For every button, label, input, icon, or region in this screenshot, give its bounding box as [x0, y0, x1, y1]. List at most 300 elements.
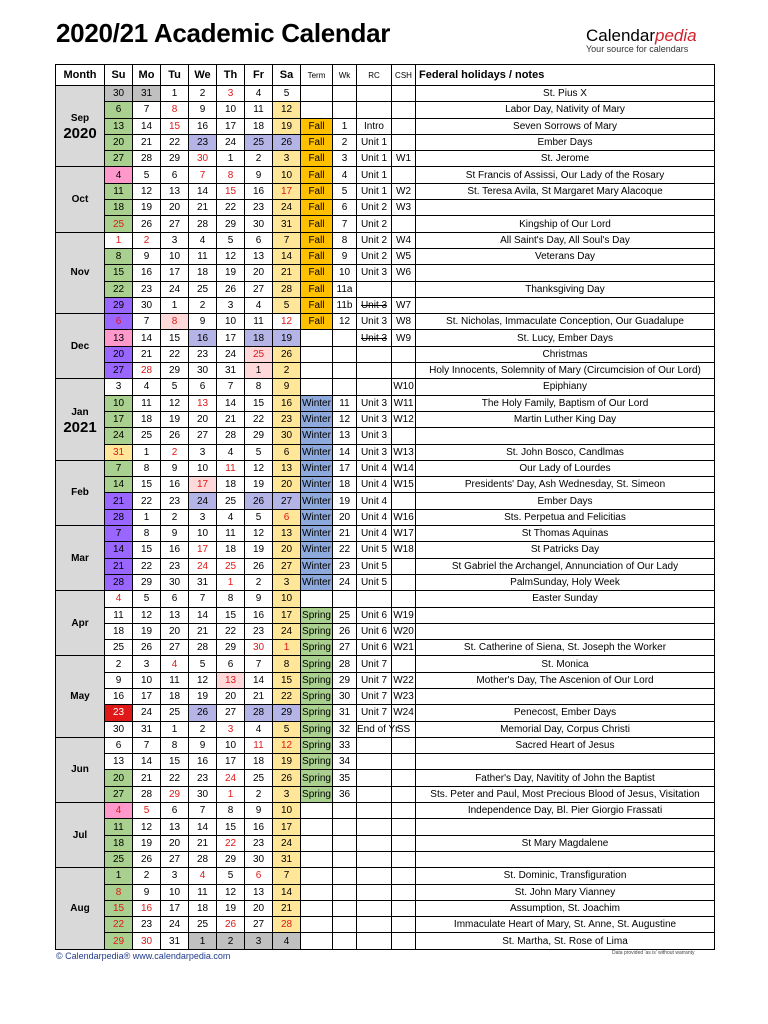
day-cell: 9 [245, 591, 273, 607]
day-cell: 31 [105, 444, 133, 460]
day-cell: 1 [105, 232, 133, 248]
term-cell: Winter [301, 444, 333, 460]
day-cell: 24 [217, 770, 245, 786]
day-cell: 24 [161, 281, 189, 297]
day-cell: 18 [189, 900, 217, 916]
week-number-cell: 35 [333, 770, 357, 786]
note-cell: St. Nicholas, Immaculate Conception, Our Guadalupe [416, 314, 715, 330]
day-cell: 28 [133, 786, 161, 802]
rc-cell: Unit 7 [357, 672, 392, 688]
rc-cell: Unit 6 [357, 623, 392, 639]
rc-cell [357, 868, 392, 884]
day-cell: 15 [161, 118, 189, 134]
week-row [56, 900, 715, 916]
note-cell: St. Jerome [416, 151, 715, 167]
day-cell: 15 [161, 754, 189, 770]
term-cell [301, 819, 333, 835]
csh-cell [392, 118, 416, 134]
day-cell: 16 [105, 688, 133, 704]
day-cell: 11 [245, 314, 273, 330]
day-cell: 27 [105, 786, 133, 802]
week-row [56, 509, 715, 525]
day-cell: 10 [273, 167, 301, 183]
term-cell [301, 346, 333, 362]
day-cell: 16 [245, 607, 273, 623]
day-cell: 6 [189, 379, 217, 395]
day-cell: 21 [245, 688, 273, 704]
day-cell: 2 [273, 363, 301, 379]
day-cell: 31 [273, 851, 301, 867]
day-cell: 12 [273, 314, 301, 330]
note-cell: St Thomas Aquinas [416, 526, 715, 542]
day-cell: 8 [217, 803, 245, 819]
day-cell: 13 [105, 118, 133, 134]
week-row [56, 542, 715, 558]
week-number-cell [333, 379, 357, 395]
day-cell: 12 [133, 607, 161, 623]
day-cell: 14 [189, 607, 217, 623]
day-cell: 11 [245, 102, 273, 118]
day-cell: 4 [189, 232, 217, 248]
week-number-cell [333, 363, 357, 379]
header-month: Month [56, 65, 105, 86]
day-cell: 28 [245, 705, 273, 721]
day-cell: 10 [217, 314, 245, 330]
week-number-cell: 29 [333, 672, 357, 688]
day-cell: 23 [245, 623, 273, 639]
day-cell: 13 [273, 526, 301, 542]
day-cell: 13 [245, 884, 273, 900]
day-cell: 17 [133, 688, 161, 704]
term-cell: Spring [301, 786, 333, 802]
term-cell: Winter [301, 509, 333, 525]
day-cell: 30 [161, 574, 189, 590]
rc-cell [357, 346, 392, 362]
day-cell: 7 [133, 102, 161, 118]
term-cell: Winter [301, 542, 333, 558]
week-row [56, 526, 715, 542]
day-cell: 19 [217, 900, 245, 916]
day-cell: 12 [245, 526, 273, 542]
note-cell: St. John Bosco, Candlmas [416, 444, 715, 460]
rc-cell: End of Yr [357, 721, 392, 737]
month-label [56, 167, 105, 232]
note-cell: St. Dominic, Transfiguration [416, 868, 715, 884]
day-cell: 11 [217, 526, 245, 542]
day-cell: 28 [105, 509, 133, 525]
day-cell: 14 [105, 477, 133, 493]
day-cell: 3 [105, 379, 133, 395]
term-cell [301, 102, 333, 118]
rc-cell: Unit 5 [357, 574, 392, 590]
day-cell: 14 [217, 395, 245, 411]
day-cell: 13 [217, 672, 245, 688]
day-cell: 3 [217, 297, 245, 313]
month-name: Nov [70, 267, 90, 279]
rc-cell: Unit 3 [357, 314, 392, 330]
rc-cell: Unit 5 [357, 542, 392, 558]
day-cell: 5 [217, 868, 245, 884]
note-cell [416, 754, 715, 770]
day-cell: 4 [189, 868, 217, 884]
week-row [56, 591, 715, 607]
day-cell: 17 [217, 754, 245, 770]
day-cell: 23 [245, 200, 273, 216]
day-cell: 20 [245, 265, 273, 281]
day-cell: 5 [273, 86, 301, 102]
day-cell: 1 [189, 933, 217, 949]
rc-cell [357, 917, 392, 933]
day-cell: 18 [161, 688, 189, 704]
day-cell: 29 [217, 851, 245, 867]
note-cell: Father's Day, Navitity of John the Baptist [416, 770, 715, 786]
day-cell: 28 [189, 640, 217, 656]
day-cell: 24 [105, 428, 133, 444]
note-cell: Assumption, St. Joachim [416, 900, 715, 916]
day-cell: 25 [105, 851, 133, 867]
week-number-cell: 25 [333, 607, 357, 623]
rc-cell: Unit 3 [357, 444, 392, 460]
week-number-cell: 20 [333, 509, 357, 525]
day-cell: 2 [245, 574, 273, 590]
week-number-cell: 27 [333, 640, 357, 656]
month-year: 2021 [63, 418, 97, 436]
day-cell: 9 [273, 379, 301, 395]
day-cell: 10 [217, 102, 245, 118]
day-cell: 25 [217, 558, 245, 574]
day-cell: 14 [273, 248, 301, 264]
week-row [56, 216, 715, 232]
day-cell: 30 [189, 786, 217, 802]
week-row [56, 770, 715, 786]
week-number-cell: 22 [333, 542, 357, 558]
day-cell: 22 [161, 134, 189, 150]
day-cell: 22 [273, 688, 301, 704]
note-cell: St Francis of Assissi, Our Lady of the Rosary [416, 167, 715, 183]
day-cell: 7 [273, 868, 301, 884]
note-cell: St. Pius X [416, 86, 715, 102]
day-cell: 31 [189, 574, 217, 590]
day-cell: 16 [189, 118, 217, 134]
day-cell: 22 [133, 558, 161, 574]
csh-cell [392, 835, 416, 851]
term-cell [301, 884, 333, 900]
day-cell: 19 [245, 542, 273, 558]
rc-cell: Unit 1 [357, 183, 392, 199]
week-number-cell [333, 346, 357, 362]
rc-cell: Unit 2 [357, 216, 392, 232]
day-cell: 16 [245, 819, 273, 835]
week-row [56, 428, 715, 444]
week-row [56, 819, 715, 835]
note-cell: PalmSunday, Holy Week [416, 574, 715, 590]
term-cell [301, 851, 333, 867]
day-cell: 8 [245, 379, 273, 395]
week-row [56, 558, 715, 574]
day-cell: 20 [245, 900, 273, 916]
day-cell: 19 [189, 688, 217, 704]
day-cell: 15 [245, 395, 273, 411]
day-cell: 16 [133, 265, 161, 281]
day-cell: 27 [105, 363, 133, 379]
week-number-cell: 10 [333, 265, 357, 281]
day-cell: 27 [273, 493, 301, 509]
week-row [56, 786, 715, 802]
day-cell: 12 [217, 884, 245, 900]
day-cell: 25 [245, 770, 273, 786]
day-cell: 4 [217, 444, 245, 460]
day-cell: 4 [245, 297, 273, 313]
week-number-cell: 13 [333, 428, 357, 444]
csh-cell [392, 819, 416, 835]
month-name: Apr [71, 617, 89, 629]
day-cell: 20 [273, 477, 301, 493]
term-cell: Fall [301, 265, 333, 281]
day-cell: 4 [273, 933, 301, 949]
week-row [56, 330, 715, 346]
day-cell: 5 [161, 379, 189, 395]
day-cell: 18 [245, 330, 273, 346]
day-cell: 19 [133, 835, 161, 851]
day-cell: 25 [161, 705, 189, 721]
week-number-cell: 2 [333, 134, 357, 150]
day-cell: 8 [217, 591, 245, 607]
day-cell: 27 [161, 216, 189, 232]
day-cell: 2 [133, 232, 161, 248]
day-cell: 7 [105, 526, 133, 542]
week-number-cell: 4 [333, 167, 357, 183]
rc-cell: Unit 7 [357, 656, 392, 672]
week-number-cell [333, 917, 357, 933]
header-day: Tu [161, 65, 189, 86]
term-cell [301, 363, 333, 379]
note-cell: Ember Days [416, 493, 715, 509]
day-cell: 24 [273, 623, 301, 639]
day-cell: 10 [161, 248, 189, 264]
day-cell: 27 [245, 917, 273, 933]
calendarpedia-logo[interactable] [586, 26, 697, 54]
csh-cell [392, 656, 416, 672]
day-cell: 28 [273, 917, 301, 933]
month-label [56, 526, 105, 591]
day-cell: 18 [105, 623, 133, 639]
csh-cell: W24 [392, 705, 416, 721]
day-cell: 5 [189, 656, 217, 672]
week-number-cell: 7 [333, 216, 357, 232]
header-day: Mo [133, 65, 161, 86]
day-cell: 17 [189, 542, 217, 558]
term-cell: Winter [301, 558, 333, 574]
week-number-cell [333, 330, 357, 346]
week-row [56, 248, 715, 264]
csh-cell: W23 [392, 688, 416, 704]
day-cell: 8 [161, 102, 189, 118]
week-row [56, 314, 715, 330]
day-cell: 31 [273, 216, 301, 232]
day-cell: 10 [105, 395, 133, 411]
header-day: Fr [245, 65, 273, 86]
day-cell: 20 [161, 200, 189, 216]
day-cell: 19 [273, 118, 301, 134]
day-cell: 9 [133, 884, 161, 900]
rc-cell: Unit 3 [357, 265, 392, 281]
day-cell: 6 [161, 591, 189, 607]
week-number-cell [333, 933, 357, 949]
day-cell: 9 [189, 737, 217, 753]
week-row [56, 86, 715, 102]
page-title: 2020/21 Academic Calendar [56, 18, 391, 48]
term-cell [301, 933, 333, 949]
day-cell: 18 [217, 542, 245, 558]
day-cell: 20 [217, 688, 245, 704]
day-cell: 12 [161, 395, 189, 411]
week-row [56, 754, 715, 770]
day-cell: 8 [217, 167, 245, 183]
day-cell: 11 [189, 248, 217, 264]
day-cell: 11 [105, 607, 133, 623]
day-cell: 9 [161, 526, 189, 542]
note-cell: St. John Mary Vianney [416, 884, 715, 900]
week-row [56, 851, 715, 867]
week-row [56, 102, 715, 118]
term-cell [301, 917, 333, 933]
day-cell: 14 [133, 754, 161, 770]
day-cell: 13 [161, 183, 189, 199]
week-number-cell: 36 [333, 786, 357, 802]
day-cell: 8 [161, 314, 189, 330]
week-row [56, 183, 715, 199]
day-cell: 2 [217, 933, 245, 949]
week-number-cell: 19 [333, 493, 357, 509]
day-cell: 2 [161, 509, 189, 525]
day-cell: 22 [105, 917, 133, 933]
day-cell: 18 [105, 200, 133, 216]
day-cell: 25 [245, 134, 273, 150]
day-cell: 9 [105, 672, 133, 688]
week-row [56, 803, 715, 819]
note-cell: St. Teresa Avila, St Margaret Mary Alacoque [416, 183, 715, 199]
day-cell: 14 [189, 819, 217, 835]
day-cell: 10 [217, 737, 245, 753]
day-cell: 30 [245, 851, 273, 867]
week-number-cell: 23 [333, 558, 357, 574]
note-cell: Independence Day, Bl. Pier Giorgio Frassati [416, 803, 715, 819]
day-cell: 12 [217, 248, 245, 264]
day-cell: 17 [217, 330, 245, 346]
week-number-cell: 21 [333, 526, 357, 542]
day-cell: 29 [105, 933, 133, 949]
day-cell: 28 [105, 574, 133, 590]
note-cell: St. Martha, St. Rose of Lima [416, 933, 715, 949]
rc-cell [357, 803, 392, 819]
week-number-cell: 12 [333, 314, 357, 330]
day-cell: 18 [245, 118, 273, 134]
day-cell: 4 [105, 803, 133, 819]
day-cell: 6 [161, 803, 189, 819]
rc-cell: Unit 3 [357, 297, 392, 313]
week-row [56, 265, 715, 281]
day-cell: 13 [161, 819, 189, 835]
week-number-cell: 11 [333, 395, 357, 411]
day-cell: 12 [189, 672, 217, 688]
day-cell: 29 [133, 574, 161, 590]
month-name: Mar [71, 552, 89, 564]
note-cell: Epiphiany [416, 379, 715, 395]
csh-cell: W17 [392, 526, 416, 542]
day-cell: 28 [217, 428, 245, 444]
day-cell: 12 [133, 183, 161, 199]
day-cell: 20 [161, 835, 189, 851]
day-cell: 9 [245, 167, 273, 183]
day-cell: 13 [105, 330, 133, 346]
rc-cell: Unit 5 [357, 558, 392, 574]
day-cell: 11 [217, 460, 245, 476]
day-cell: 17 [161, 900, 189, 916]
day-cell: 17 [161, 265, 189, 281]
note-cell: Sts. Peter and Paul, Most Precious Blood of Jesus, Visitation [416, 786, 715, 802]
rc-cell: Unit 6 [357, 640, 392, 656]
note-cell: St. Lucy, Ember Days [416, 330, 715, 346]
day-cell: 21 [133, 134, 161, 150]
rc-cell: Unit 1 [357, 134, 392, 150]
day-cell: 7 [189, 591, 217, 607]
header-day: Su [105, 65, 133, 86]
day-cell: 26 [133, 640, 161, 656]
csh-cell: W11 [392, 395, 416, 411]
day-cell: 23 [189, 134, 217, 150]
csh-cell [392, 216, 416, 232]
day-cell: 21 [189, 835, 217, 851]
day-cell: 2 [245, 786, 273, 802]
day-cell: 21 [133, 770, 161, 786]
day-cell: 25 [217, 493, 245, 509]
header-csh: CSH [392, 65, 416, 86]
day-cell: 2 [161, 444, 189, 460]
week-number-cell [333, 835, 357, 851]
day-cell: 18 [189, 265, 217, 281]
day-cell: 28 [133, 151, 161, 167]
day-cell: 15 [161, 330, 189, 346]
term-cell: Fall [301, 248, 333, 264]
rc-cell [357, 819, 392, 835]
week-row [56, 656, 715, 672]
rc-cell: Intro [357, 118, 392, 134]
day-cell: 23 [133, 917, 161, 933]
day-cell: 1 [133, 509, 161, 525]
csh-cell [392, 754, 416, 770]
day-cell: 26 [273, 770, 301, 786]
day-cell: 3 [189, 509, 217, 525]
term-cell [301, 591, 333, 607]
day-cell: 1 [245, 363, 273, 379]
day-cell: 26 [161, 428, 189, 444]
day-cell: 24 [217, 134, 245, 150]
month-year: 2020 [63, 125, 97, 143]
week-number-cell: 8 [333, 232, 357, 248]
rc-cell [357, 770, 392, 786]
day-cell: 19 [245, 477, 273, 493]
footer-link[interactable]: © Calendarpedia® www.calendarpedia.com [56, 951, 231, 961]
day-cell: 16 [189, 330, 217, 346]
day-cell: 4 [245, 86, 273, 102]
note-cell: The Holy Family, Baptism of Our Lord [416, 395, 715, 411]
day-cell: 28 [189, 216, 217, 232]
week-row [56, 493, 715, 509]
day-cell: 2 [189, 297, 217, 313]
day-cell: 29 [105, 297, 133, 313]
month-name: Feb [71, 487, 89, 499]
day-cell: 21 [105, 558, 133, 574]
